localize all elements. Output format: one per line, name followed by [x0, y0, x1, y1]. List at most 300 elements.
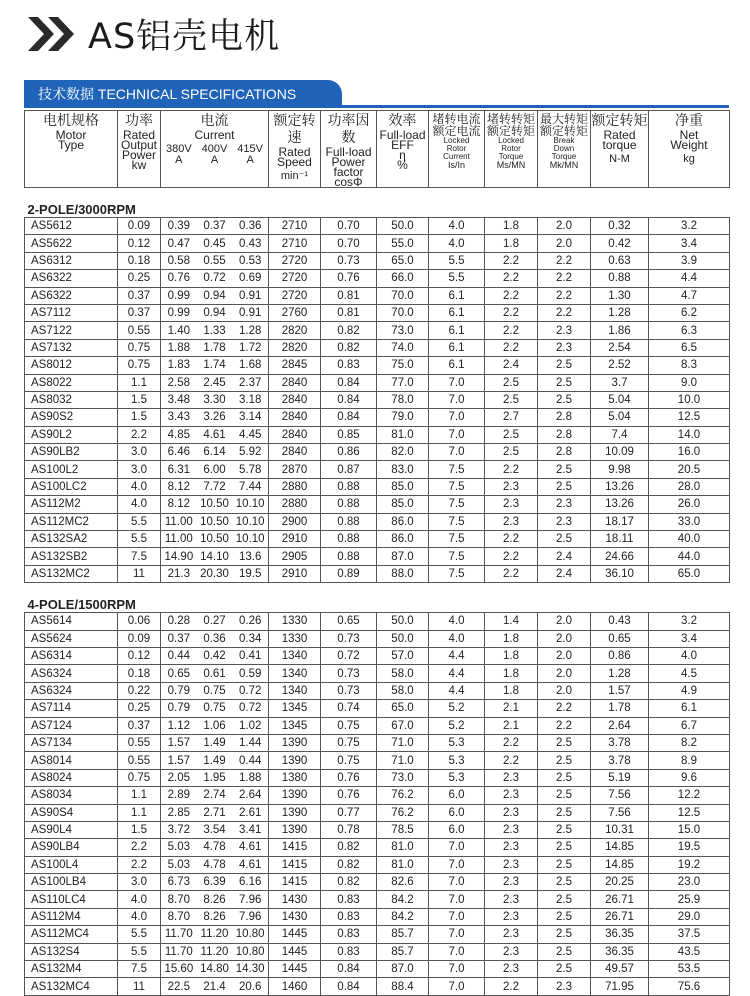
cell-locked-current: 7.5: [429, 478, 485, 495]
cell-motor-type: AS7124: [25, 717, 118, 734]
cell-current: [161, 961, 269, 978]
cell-locked-torque: 2.5: [485, 391, 538, 408]
cell-current-value: 6.73: [167, 876, 191, 889]
cell-locked-torque: 2.2: [485, 548, 538, 565]
cell-current-value: 8.12: [167, 498, 191, 511]
cell-locked-current: 4.0: [429, 613, 485, 630]
cell-efficiency: 66.0: [377, 270, 429, 287]
cell-locked-current: 7.5: [429, 531, 485, 548]
cell-output: 2.2: [118, 426, 161, 443]
cell-speed: 1390: [269, 787, 321, 804]
cell-current-value: 2.05: [167, 771, 191, 784]
cell-current-value: 20.6: [238, 980, 262, 993]
cell-power-factor: 0.88: [321, 478, 377, 495]
cell-break-torque: 2.3: [538, 322, 591, 339]
banner-label: 技术数据 TECHNICAL SPECIFICATIONS: [38, 86, 297, 102]
cell-rated-torque: 1.57: [591, 682, 649, 699]
cell-output: 0.09: [118, 218, 161, 235]
cell-weight: 12.2: [649, 787, 730, 804]
cell-current-value: 8.70: [167, 911, 191, 924]
cell-current-value: 11.20: [200, 945, 229, 958]
cell-output: 0.18: [118, 252, 161, 269]
cell-current-value: 2.64: [238, 789, 262, 802]
cell-current: [161, 304, 269, 321]
col-locked-torque: 堵转转矩 额定转矩 Locked Rotor Torque Ms/MN: [485, 111, 538, 188]
cell-weight: 6.5: [649, 339, 730, 356]
cell-locked-current: 4.4: [429, 682, 485, 699]
cell-efficiency: 88.4: [377, 978, 429, 995]
cell-break-torque: 2.5: [538, 926, 591, 943]
cell-efficiency: 83.0: [377, 461, 429, 478]
cell-locked-torque: 2.3: [485, 926, 538, 943]
cell-current: [161, 804, 269, 821]
cell-power-factor: 0.83: [321, 908, 377, 925]
cell-current-value: 11.20: [200, 928, 229, 941]
cell-current: [161, 978, 269, 995]
cell-current-value: 15.60: [164, 963, 194, 976]
cell-rated-torque: 49.57: [591, 961, 649, 978]
cell-efficiency: 86.0: [377, 531, 429, 548]
cell-output: 4.0: [118, 908, 161, 925]
table-row: [25, 734, 730, 751]
cell-speed: 2840: [269, 409, 321, 426]
cell-weight: 16.0: [649, 444, 730, 461]
cell-efficiency: 85.0: [377, 496, 429, 513]
table-row: [25, 409, 730, 426]
table-row: [25, 717, 730, 734]
cell-rated-torque: 0.43: [591, 613, 649, 630]
cell-speed: 2720: [269, 287, 321, 304]
cell-motor-type: AS90L2: [25, 426, 118, 443]
cell-motor-type: AS100L4: [25, 856, 118, 873]
cell-current: [161, 252, 269, 269]
cell-rated-torque: 2.54: [591, 339, 649, 356]
cell-break-torque: 2.5: [538, 891, 591, 908]
cell-motor-type: AS100LC2: [25, 478, 118, 495]
cell-current: [161, 218, 269, 235]
cell-locked-current: 5.2: [429, 717, 485, 734]
cell-speed: 2710: [269, 218, 321, 235]
cell-current: [161, 839, 269, 856]
cell-current-value: 11.70: [164, 945, 193, 958]
cell-locked-torque: 2.3: [485, 839, 538, 856]
table-row: [25, 565, 730, 582]
cell-break-torque: 2.2: [538, 270, 591, 287]
cell-power-factor: 0.84: [321, 374, 377, 391]
cell-current-value: 0.42: [203, 650, 226, 663]
cell-current-value: 0.44: [238, 754, 262, 767]
cell-rated-torque: 5.04: [591, 409, 649, 426]
cell-speed: 1390: [269, 804, 321, 821]
cell-current: [161, 426, 269, 443]
cell-rated-torque: 3.78: [591, 734, 649, 751]
cell-output: 3.0: [118, 444, 161, 461]
cell-power-factor: 0.88: [321, 548, 377, 565]
cell-current-value: 10.50: [200, 533, 229, 546]
cell-current: [161, 734, 269, 751]
cell-break-torque: 2.5: [538, 461, 591, 478]
cell-locked-torque: 2.3: [485, 769, 538, 786]
cell-break-torque: 2.8: [538, 444, 591, 461]
cell-speed: 1340: [269, 647, 321, 664]
section-label: 2-POLE/3000RPM: [27, 202, 136, 217]
cell-efficiency: 76.2: [377, 804, 429, 821]
cell-weight: 14.0: [649, 426, 730, 443]
cell-current-value: 0.91: [238, 289, 262, 302]
cell-locked-torque: 2.1: [485, 717, 538, 734]
cell-current-value: 0.58: [167, 254, 191, 267]
cell-break-torque: 2.5: [538, 531, 591, 548]
table-row: [25, 496, 730, 513]
cell-output: 5.5: [118, 531, 161, 548]
cell-current-value: 2.85: [167, 806, 191, 819]
cell-break-torque: 2.8: [538, 409, 591, 426]
table-row: [25, 374, 730, 391]
cell-output: 5.5: [118, 926, 161, 943]
cell-speed: 1415: [269, 839, 321, 856]
table-row: [25, 304, 730, 321]
cell-rated-torque: 10.09: [591, 444, 649, 461]
cell-motor-type: AS8022: [25, 374, 118, 391]
cell-power-factor: 0.83: [321, 926, 377, 943]
cell-locked-torque: 2.2: [485, 252, 538, 269]
cell-locked-current: 7.5: [429, 496, 485, 513]
cell-rated-torque: 5.19: [591, 769, 649, 786]
cell-current: [161, 270, 269, 287]
cell-output: 0.09: [118, 630, 161, 647]
cell-locked-current: 7.0: [429, 908, 485, 925]
table-row: [25, 839, 730, 856]
cell-break-torque: 2.5: [538, 357, 591, 374]
cell-output: 1.1: [118, 374, 161, 391]
cell-power-factor: 0.78: [321, 821, 377, 838]
cell-power-factor: 0.84: [321, 391, 377, 408]
cell-break-torque: 2.3: [538, 978, 591, 995]
cell-weight: 40.0: [649, 531, 730, 548]
cell-efficiency: 82.0: [377, 444, 429, 461]
cell-power-factor: 0.88: [321, 496, 377, 513]
cell-locked-torque: 2.2: [485, 978, 538, 995]
cell-rated-torque: 0.86: [591, 647, 649, 664]
spec-table: [24, 110, 730, 996]
cell-current-value: 8.70: [167, 893, 191, 906]
cell-current-value: 1.78: [203, 341, 226, 354]
cell-efficiency: 87.0: [377, 548, 429, 565]
cell-current-value: 0.61: [203, 667, 226, 680]
cell-locked-current: 4.4: [429, 665, 485, 682]
cell-locked-current: 6.1: [429, 322, 485, 339]
cell-motor-type: AS7114: [25, 700, 118, 717]
cell-break-torque: 2.5: [538, 943, 591, 960]
cell-speed: 1445: [269, 961, 321, 978]
table-row: [25, 908, 730, 925]
cell-power-factor: 0.65: [321, 613, 377, 630]
cell-speed: 2840: [269, 426, 321, 443]
cell-motor-type: AS8034: [25, 787, 118, 804]
cell-current-value: 4.61: [238, 858, 262, 871]
cell-efficiency: 79.0: [377, 409, 429, 426]
cell-efficiency: 50.0: [377, 218, 429, 235]
cell-break-torque: 2.5: [538, 374, 591, 391]
cell-locked-torque: 2.2: [485, 304, 538, 321]
cell-locked-torque: 2.3: [485, 478, 538, 495]
cell-power-factor: 0.75: [321, 717, 377, 734]
cell-speed: 2760: [269, 304, 321, 321]
cell-current-value: 1.83: [167, 359, 191, 372]
cell-current-value: 0.47: [167, 237, 191, 250]
cell-break-torque: 2.3: [538, 496, 591, 513]
cell-break-torque: 2.2: [538, 287, 591, 304]
cell-rated-torque: 36.35: [591, 943, 649, 960]
table-row: [25, 700, 730, 717]
cell-break-torque: 2.5: [538, 961, 591, 978]
cell-efficiency: 81.0: [377, 856, 429, 873]
cell-current-value: 1.57: [167, 754, 191, 767]
cell-break-torque: 2.0: [538, 613, 591, 630]
cell-current: [161, 752, 269, 769]
cell-break-torque: 2.2: [538, 700, 591, 717]
cell-speed: 1430: [269, 891, 321, 908]
cell-current-value: 10.10: [235, 515, 265, 528]
cell-output: 2.2: [118, 856, 161, 873]
table-body: [25, 188, 730, 996]
cell-locked-current: 7.0: [429, 943, 485, 960]
cell-motor-type: AS8014: [25, 752, 118, 769]
cell-weight: 4.4: [649, 270, 730, 287]
cell-motor-type: AS112MC4: [25, 926, 118, 943]
cell-power-factor: 0.88: [321, 531, 377, 548]
cell-weight: 3.9: [649, 252, 730, 269]
cell-current-value: 14.30: [235, 963, 265, 976]
cell-locked-current: 7.0: [429, 391, 485, 408]
table-row: [25, 647, 730, 664]
cell-current: [161, 647, 269, 664]
section-header-row: [25, 188, 730, 218]
cell-motor-type: AS6324: [25, 682, 118, 699]
cell-output: 0.25: [118, 270, 161, 287]
cell-motor-type: AS7134: [25, 734, 118, 751]
cell-weight: 43.5: [649, 943, 730, 960]
cell-power-factor: 0.82: [321, 856, 377, 873]
cell-current-value: 0.44: [167, 650, 191, 663]
cell-locked-torque: 1.8: [485, 665, 538, 682]
cell-break-torque: 2.5: [538, 821, 591, 838]
cell-power-factor: 0.70: [321, 235, 377, 252]
cell-output: 2.2: [118, 839, 161, 856]
cell-locked-current: 7.0: [429, 426, 485, 443]
cell-power-factor: 0.75: [321, 734, 377, 751]
cell-current-value: 0.72: [203, 272, 226, 285]
table-row: [25, 548, 730, 565]
cell-current-value: 1.33: [203, 324, 226, 337]
cell-current-value: 8.12: [167, 481, 191, 494]
cell-locked-torque: 2.1: [485, 700, 538, 717]
cell-locked-torque: 1.4: [485, 613, 538, 630]
cell-current-value: 1.88: [238, 771, 262, 784]
cell-efficiency: 82.6: [377, 874, 429, 891]
cell-current-value: 6.39: [203, 876, 226, 889]
cell-current: [161, 513, 269, 530]
cell-current-value: 5.78: [238, 463, 262, 476]
cell-weight: 37.5: [649, 926, 730, 943]
cell-efficiency: 55.0: [377, 235, 429, 252]
cell-current-value: 1.68: [238, 359, 262, 372]
cell-locked-current: 7.5: [429, 461, 485, 478]
cell-current-value: 1.88: [167, 341, 191, 354]
cell-current-value: 2.37: [238, 376, 262, 389]
cell-motor-type: AS90LB2: [25, 444, 118, 461]
cell-output: 11: [118, 565, 161, 582]
cell-current-value: 1.74: [203, 359, 226, 372]
cell-current-value: 0.39: [167, 220, 191, 233]
cell-current-value: 10.50: [200, 498, 229, 511]
cell-current-value: 4.78: [203, 841, 226, 854]
cell-power-factor: 0.70: [321, 218, 377, 235]
cell-locked-current: 6.1: [429, 339, 485, 356]
cell-break-torque: 2.5: [538, 734, 591, 751]
cell-speed: 2880: [269, 496, 321, 513]
cell-current: [161, 357, 269, 374]
double-chevron-icon: [24, 13, 82, 55]
cell-weight: 12.5: [649, 409, 730, 426]
cell-rated-torque: 24.66: [591, 548, 649, 565]
cell-current: [161, 478, 269, 495]
cell-efficiency: 84.2: [377, 891, 429, 908]
cell-rated-torque: 1.86: [591, 322, 649, 339]
cell-weight: 15.0: [649, 821, 730, 838]
cell-current: [161, 235, 269, 252]
cell-current-value: 10.80: [235, 945, 265, 958]
cell-motor-type: AS8012: [25, 357, 118, 374]
cell-break-torque: 2.5: [538, 787, 591, 804]
cell-efficiency: 78.0: [377, 391, 429, 408]
cell-efficiency: 85.7: [377, 926, 429, 943]
col-locked-current: 堵转电流 额定电流 Locked Rotor Current Is/In: [429, 111, 485, 188]
cell-current-value: 10.80: [235, 928, 265, 941]
cell-rated-torque: 13.26: [591, 478, 649, 495]
cell-power-factor: 0.83: [321, 943, 377, 960]
cell-locked-torque: 2.3: [485, 496, 538, 513]
cell-current-value: 0.69: [238, 272, 262, 285]
cell-motor-type: AS6322: [25, 270, 118, 287]
cell-motor-type: AS112MC2: [25, 513, 118, 530]
cell-current: [161, 926, 269, 943]
cell-current-value: 20.30: [200, 568, 229, 580]
cell-locked-torque: 1.8: [485, 682, 538, 699]
cell-output: 4.0: [118, 478, 161, 495]
cell-current-value: 1.44: [238, 737, 262, 750]
cell-power-factor: 0.82: [321, 322, 377, 339]
cell-current-value: 0.34: [238, 632, 262, 645]
table-row: [25, 357, 730, 374]
cell-current-value: 0.94: [203, 307, 226, 320]
col-break-torque: 最大转矩 额定转矩 Break Down Torque Mk/MN: [538, 111, 591, 188]
cell-locked-current: 6.0: [429, 821, 485, 838]
cell-efficiency: 81.0: [377, 426, 429, 443]
cell-current-value: 21.4: [203, 980, 226, 993]
cell-locked-current: 5.3: [429, 769, 485, 786]
cell-motor-type: AS90S2: [25, 409, 118, 426]
cell-output: 0.55: [118, 734, 161, 751]
cell-current-value: 0.72: [238, 684, 262, 697]
cell-power-factor: 0.73: [321, 682, 377, 699]
cell-power-factor: 0.75: [321, 752, 377, 769]
cell-motor-type: AS8032: [25, 391, 118, 408]
cell-speed: 1330: [269, 630, 321, 647]
cell-rated-torque: 26.71: [591, 908, 649, 925]
cell-current-value: 8.26: [203, 911, 226, 924]
cell-motor-type: AS6322: [25, 287, 118, 304]
table-row: [25, 891, 730, 908]
cell-locked-torque: 2.2: [485, 287, 538, 304]
cell-output: 0.37: [118, 304, 161, 321]
table-row: [25, 943, 730, 960]
cell-efficiency: 58.0: [377, 682, 429, 699]
cell-motor-type: AS90L4: [25, 821, 118, 838]
cell-break-torque: 2.5: [538, 874, 591, 891]
table-row: [25, 961, 730, 978]
cell-current-value: 0.43: [238, 237, 262, 250]
cell-rated-torque: 18.11: [591, 531, 649, 548]
cell-speed: 2840: [269, 374, 321, 391]
cell-current-value: 1.72: [238, 341, 262, 354]
table-row: [25, 235, 730, 252]
cell-current-value: 0.53: [238, 254, 262, 267]
cell-current: [161, 769, 269, 786]
cell-power-factor: 0.83: [321, 357, 377, 374]
cell-weight: 6.7: [649, 717, 730, 734]
cell-current: [161, 630, 269, 647]
table-row: [25, 613, 730, 630]
cell-current-value: 3.18: [238, 394, 262, 407]
cell-speed: 2720: [269, 270, 321, 287]
cell-motor-type: AS6312: [25, 252, 118, 269]
cell-weight: 44.0: [649, 548, 730, 565]
cell-speed: 1460: [269, 978, 321, 995]
cell-locked-current: 6.0: [429, 804, 485, 821]
table-row: [25, 270, 730, 287]
cell-locked-current: 7.0: [429, 926, 485, 943]
cell-current-value: 7.72: [203, 481, 226, 494]
cell-current: [161, 821, 269, 838]
cell-efficiency: 65.0: [377, 252, 429, 269]
cell-speed: 1445: [269, 926, 321, 943]
cell-output: 4.0: [118, 891, 161, 908]
cell-locked-current: 7.0: [429, 374, 485, 391]
cell-locked-current: 5.5: [429, 270, 485, 287]
cell-output: 1.1: [118, 804, 161, 821]
cell-break-torque: 2.3: [538, 339, 591, 356]
cell-power-factor: 0.84: [321, 409, 377, 426]
cell-weight: 10.0: [649, 391, 730, 408]
cell-speed: 1445: [269, 943, 321, 960]
cell-current: [161, 682, 269, 699]
section-label: 4-POLE/1500RPM: [27, 597, 136, 613]
cell-output: 0.06: [118, 613, 161, 630]
table-row: [25, 978, 730, 995]
cell-current-value: 1.95: [203, 771, 226, 784]
cell-rated-torque: 0.32: [591, 218, 649, 235]
cell-rated-torque: 0.42: [591, 235, 649, 252]
cell-efficiency: 57.0: [377, 647, 429, 664]
cell-current-value: 0.26: [238, 615, 262, 628]
cell-locked-current: 4.0: [429, 630, 485, 647]
cell-break-torque: 2.2: [538, 717, 591, 734]
cell-output: 0.12: [118, 647, 161, 664]
cell-weight: 6.2: [649, 304, 730, 321]
cell-locked-torque: 2.4: [485, 357, 538, 374]
cell-efficiency: 70.0: [377, 304, 429, 321]
